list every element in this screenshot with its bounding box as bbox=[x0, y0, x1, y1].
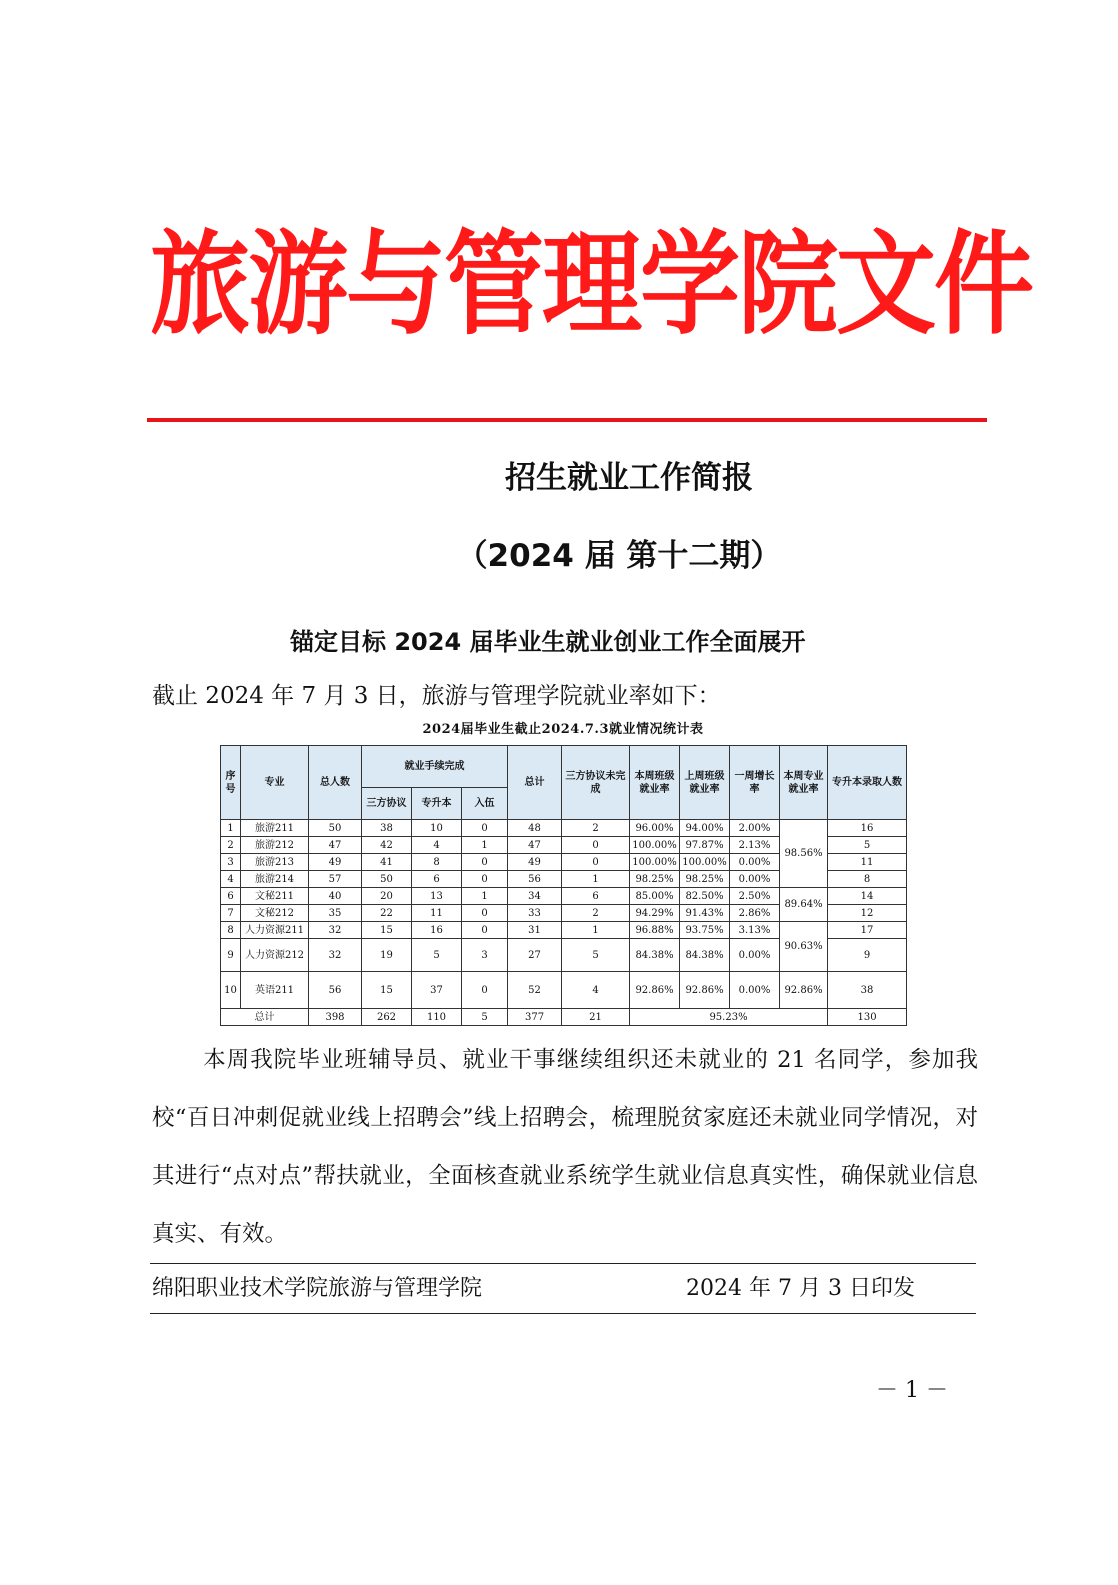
cell-upgrade: 10 bbox=[412, 820, 462, 837]
table-row bbox=[221, 922, 907, 939]
cell-total: 35 bbox=[309, 905, 362, 922]
cell-admitted: 38 bbox=[828, 972, 907, 1009]
cell-enlist: 0 bbox=[462, 871, 508, 888]
cell-incomplete: 2 bbox=[562, 820, 630, 837]
footer-rule-bottom bbox=[150, 1313, 976, 1314]
table-total-row bbox=[221, 1009, 907, 1026]
cell-total-admitted: 130 bbox=[828, 1009, 907, 1026]
cell-growth: 2.13% bbox=[730, 837, 780, 854]
article-body-text: 本周我院毕业班辅导员、就业干事继续组织还未就业的 21 名同学，参加我校“百日冲刺促就业线上招聘会”线上招聘会，梳理脱贫家庭还未就业同学情况，对其进行“点对点”帮扶就业，全面核查就业系统学生就业信息真实性，确保就业信息真实、有效。 bbox=[152, 1047, 978, 1247]
cell-incomplete: 4 bbox=[562, 972, 630, 1009]
header-this-week-class-rate: 本周班级就业率 bbox=[630, 746, 680, 820]
cell-major: 人力资源212 bbox=[241, 939, 309, 972]
cell-incomplete: 1 bbox=[562, 871, 630, 888]
footer-date: 2024 年 7 月 3 日印发 bbox=[686, 1276, 915, 1301]
cell-seq: 7 bbox=[221, 905, 241, 922]
cell-admitted: 9 bbox=[828, 939, 907, 972]
article-intro: 截止 2024 年 7 月 3 日，旅游与管理学院就业率如下： bbox=[152, 683, 721, 709]
bulletin-name: 招生就业工作简报 bbox=[505, 460, 753, 496]
cell-seq: 6 bbox=[221, 888, 241, 905]
cell-last-week-rate: 91.43% bbox=[680, 905, 730, 922]
cell-total: 32 bbox=[309, 922, 362, 939]
cell-major: 旅游211 bbox=[241, 820, 309, 837]
cell-sum: 49 bbox=[508, 854, 562, 871]
cell-tripartite: 38 bbox=[362, 820, 412, 837]
cell-total: 50 bbox=[309, 820, 362, 837]
cell-admitted: 8 bbox=[828, 871, 907, 888]
cell-sum: 52 bbox=[508, 972, 562, 1009]
cell-tripartite: 15 bbox=[362, 922, 412, 939]
cell-enlist: 1 bbox=[462, 837, 508, 854]
cell-seq: 4 bbox=[221, 871, 241, 888]
cell-incomplete: 2 bbox=[562, 905, 630, 922]
cell-enlist: 0 bbox=[462, 820, 508, 837]
cell-seq: 9 bbox=[221, 939, 241, 972]
cell-tripartite: 50 bbox=[362, 871, 412, 888]
cell-major: 旅游212 bbox=[241, 837, 309, 854]
cell-incomplete: 0 bbox=[562, 837, 630, 854]
cell-growth: 3.13% bbox=[730, 922, 780, 939]
cell-growth: 2.00% bbox=[730, 820, 780, 837]
cell-this-week-rate: 96.88% bbox=[630, 922, 680, 939]
cell-tripartite: 42 bbox=[362, 837, 412, 854]
cell-total: 49 bbox=[309, 854, 362, 871]
cell-last-week-rate: 92.86% bbox=[680, 972, 730, 1009]
cell-incomplete: 5 bbox=[562, 939, 630, 972]
header-this-week-major-rate: 本周专业就业率 bbox=[780, 746, 828, 820]
header-seq: 序号 bbox=[221, 746, 241, 820]
cell-this-week-rate: 98.25% bbox=[630, 871, 680, 888]
table-row bbox=[221, 820, 907, 837]
employment-stats-table bbox=[220, 745, 907, 1026]
cell-sum: 33 bbox=[508, 905, 562, 922]
cell-major: 文秘211 bbox=[241, 888, 309, 905]
cell-this-week-rate: 92.86% bbox=[630, 972, 680, 1009]
cell-incomplete: 0 bbox=[562, 854, 630, 871]
cell-seq: 3 bbox=[221, 854, 241, 871]
cell-admitted: 17 bbox=[828, 922, 907, 939]
employment-stats-table-image bbox=[220, 715, 906, 1026]
cell-total-tripartite: 262 bbox=[362, 1009, 412, 1026]
cell-admitted: 16 bbox=[828, 820, 907, 837]
cell-total: 56 bbox=[309, 972, 362, 1009]
cell-total: 40 bbox=[309, 888, 362, 905]
cell-tripartite: 15 bbox=[362, 972, 412, 1009]
cell-growth: 0.00% bbox=[730, 972, 780, 1009]
cell-upgrade: 5 bbox=[412, 939, 462, 972]
cell-upgrade: 13 bbox=[412, 888, 462, 905]
cell-this-week-rate: 96.00% bbox=[630, 820, 680, 837]
cell-seq: 2 bbox=[221, 837, 241, 854]
cell-major-rate-secretary: 89.64% bbox=[780, 888, 828, 922]
cell-tripartite: 22 bbox=[362, 905, 412, 922]
cell-last-week-rate: 82.50% bbox=[680, 888, 730, 905]
cell-admitted: 5 bbox=[828, 837, 907, 854]
page-number: － 1 － bbox=[876, 1378, 948, 1403]
bulletin-issue: （2024 届 第十二期） bbox=[456, 538, 782, 574]
cell-seq: 8 bbox=[221, 922, 241, 939]
cell-sum: 27 bbox=[508, 939, 562, 972]
cell-upgrade: 16 bbox=[412, 922, 462, 939]
cell-major: 旅游214 bbox=[241, 871, 309, 888]
article-title: 锚定目标 2024 届毕业生就业创业工作全面展开 bbox=[290, 628, 806, 656]
cell-major: 旅游213 bbox=[241, 854, 309, 871]
cell-major-rate-hr: 90.63% bbox=[780, 922, 828, 972]
cell-last-week-rate: 98.25% bbox=[680, 871, 730, 888]
cell-enlist: 3 bbox=[462, 939, 508, 972]
document-header-title: 旅游与管理学院文件 bbox=[150, 218, 1032, 350]
cell-this-week-rate: 94.29% bbox=[630, 905, 680, 922]
cell-major-rate-tourism: 98.56% bbox=[780, 820, 828, 888]
cell-incomplete: 6 bbox=[562, 888, 630, 905]
cell-this-week-rate: 100.00% bbox=[630, 837, 680, 854]
cell-enlist: 0 bbox=[462, 854, 508, 871]
cell-total-label: 总计 bbox=[221, 1009, 309, 1026]
cell-total: 47 bbox=[309, 837, 362, 854]
cell-tripartite: 20 bbox=[362, 888, 412, 905]
header-enlist: 入伍 bbox=[462, 788, 508, 820]
header-weekly-growth: 一周增长率 bbox=[730, 746, 780, 820]
table-row bbox=[221, 888, 907, 905]
cell-major: 人力资源211 bbox=[241, 922, 309, 939]
footer-rule-top bbox=[150, 1263, 976, 1264]
cell-last-week-rate: 94.00% bbox=[680, 820, 730, 837]
cell-total-people: 398 bbox=[309, 1009, 362, 1026]
cell-major-rate-english: 92.86% bbox=[780, 972, 828, 1009]
cell-admitted: 12 bbox=[828, 905, 907, 922]
cell-this-week-rate: 100.00% bbox=[630, 854, 680, 871]
cell-this-week-rate: 84.38% bbox=[630, 939, 680, 972]
header-last-week-class-rate: 上周班级就业率 bbox=[680, 746, 730, 820]
cell-enlist: 1 bbox=[462, 888, 508, 905]
cell-this-week-rate: 85.00% bbox=[630, 888, 680, 905]
header-procedures: 就业手续完成 bbox=[362, 746, 508, 788]
cell-growth: 2.50% bbox=[730, 888, 780, 905]
header-major: 专业 bbox=[241, 746, 309, 820]
cell-total-rate: 95.23% bbox=[630, 1009, 828, 1026]
cell-major: 文秘212 bbox=[241, 905, 309, 922]
cell-total-upgrade: 110 bbox=[412, 1009, 462, 1026]
cell-sum: 56 bbox=[508, 871, 562, 888]
cell-last-week-rate: 93.75% bbox=[680, 922, 730, 939]
cell-incomplete: 1 bbox=[562, 922, 630, 939]
cell-last-week-rate: 97.87% bbox=[680, 837, 730, 854]
cell-sum: 47 bbox=[508, 837, 562, 854]
cell-seq: 1 bbox=[221, 820, 241, 837]
header-sum: 总计 bbox=[508, 746, 562, 820]
header-upgrade: 专升本 bbox=[412, 788, 462, 820]
cell-growth: 2.86% bbox=[730, 905, 780, 922]
cell-seq: 10 bbox=[221, 972, 241, 1009]
cell-growth: 0.00% bbox=[730, 871, 780, 888]
header-upgrade-admitted: 专升本录取人数 bbox=[828, 746, 907, 820]
cell-enlist: 0 bbox=[462, 972, 508, 1009]
cell-admitted: 14 bbox=[828, 888, 907, 905]
cell-upgrade: 11 bbox=[412, 905, 462, 922]
cell-growth: 0.00% bbox=[730, 939, 780, 972]
cell-growth: 0.00% bbox=[730, 854, 780, 871]
cell-upgrade: 8 bbox=[412, 854, 462, 871]
header-red-rule bbox=[147, 418, 987, 422]
article-body-paragraph bbox=[152, 1031, 978, 1263]
table-row bbox=[221, 972, 907, 1009]
cell-total-enlist: 5 bbox=[462, 1009, 508, 1026]
cell-tripartite: 19 bbox=[362, 939, 412, 972]
cell-enlist: 0 bbox=[462, 905, 508, 922]
cell-major: 英语211 bbox=[241, 972, 309, 1009]
cell-sum: 34 bbox=[508, 888, 562, 905]
cell-last-week-rate: 84.38% bbox=[680, 939, 730, 972]
cell-upgrade: 4 bbox=[412, 837, 462, 854]
cell-admitted: 11 bbox=[828, 854, 907, 871]
cell-upgrade: 6 bbox=[412, 871, 462, 888]
cell-total: 32 bbox=[309, 939, 362, 972]
cell-total-incomplete: 21 bbox=[562, 1009, 630, 1026]
cell-upgrade: 37 bbox=[412, 972, 462, 1009]
cell-total: 57 bbox=[309, 871, 362, 888]
cell-sum: 31 bbox=[508, 922, 562, 939]
footer-issuer: 绵阳职业技术学院旅游与管理学院 bbox=[152, 1276, 483, 1301]
cell-enlist: 0 bbox=[462, 922, 508, 939]
header-tripartite-incomplete: 三方协议未完成 bbox=[562, 746, 630, 820]
cell-total-sum: 377 bbox=[508, 1009, 562, 1026]
cell-tripartite: 41 bbox=[362, 854, 412, 871]
cell-sum: 48 bbox=[508, 820, 562, 837]
cell-last-week-rate: 100.00% bbox=[680, 854, 730, 871]
table-caption: 2024届毕业生截止2024.7.3就业情况统计表 bbox=[422, 722, 704, 737]
header-total-people: 总人数 bbox=[309, 746, 362, 820]
header-tripartite: 三方协议 bbox=[362, 788, 412, 820]
